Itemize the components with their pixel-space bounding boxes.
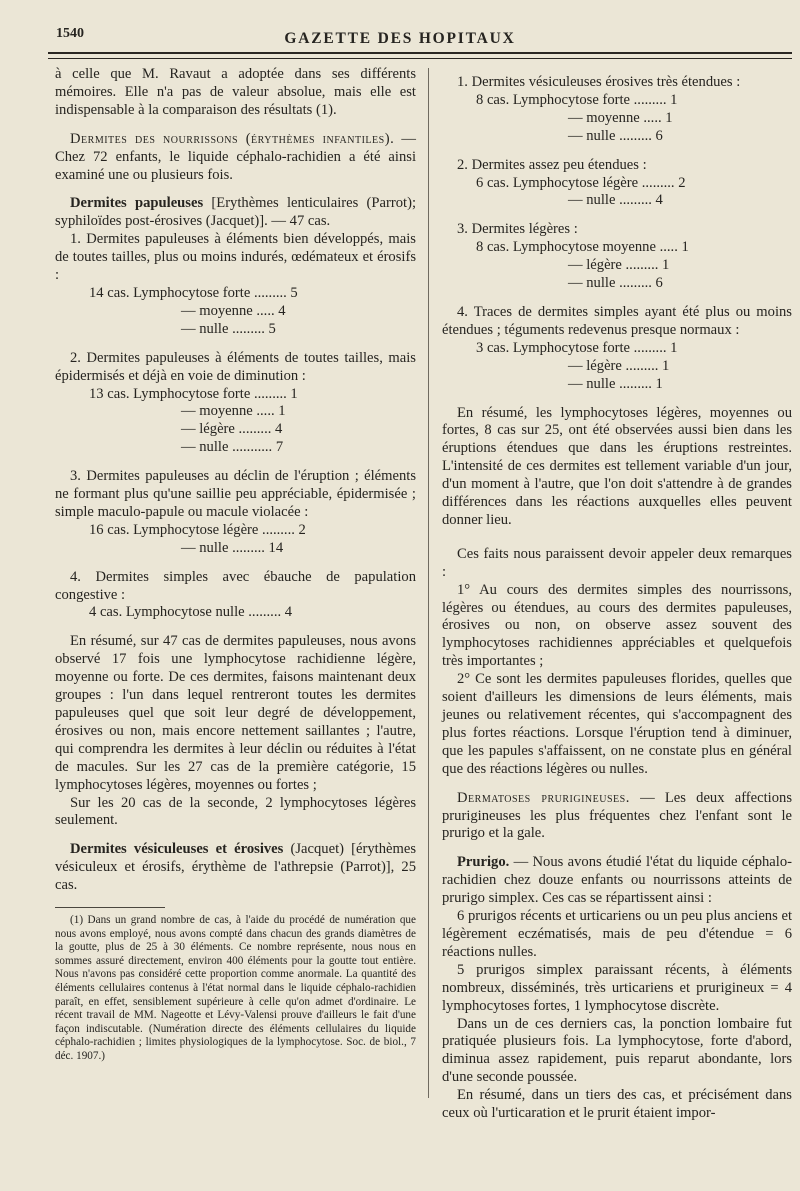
stat-block: [55, 285, 416, 339]
stat-line: — légère ......... 1: [568, 357, 670, 374]
stat-block: [442, 175, 792, 211]
paragraph: 6 prurigos récents et urticariens ou un peu plus anciens et légèrement eczématisés, mais de peu d'étendue = 6 réactions nulles.: [442, 908, 792, 960]
paragraph: Sur les 20 cas de la seconde, 2 lymphocytoses légères seulement.: [55, 794, 416, 829]
paragraph: 3. Dermites papuleuses au déclin de l'éruption ; éléments ne formant plus qu'une saillie peu appréciable, épidermisée ; simple maculo-papule ou macule violacée :: [55, 468, 416, 520]
section-heading-label: Dermites papuleuses: [70, 195, 204, 212]
paragraph: En résumé, dans un tiers des cas, et précisément dans ceux où l'urticaration et le prurit étaient impor-: [442, 1087, 792, 1122]
paragraph-text: — Les deux affections prurigineuses les plus fréquentes chez l'enfant sont le prurigo et la gale.: [442, 789, 792, 842]
stat-line: 16 cas. Lymphocytose légère ......... 2: [89, 521, 306, 538]
header-rule-thick: [48, 52, 792, 54]
stat-line: 8 cas. Lymphocytose forte ......... 1: [476, 91, 678, 108]
stat-block: [55, 604, 416, 622]
stat-line: — nulle ......... 6: [568, 275, 663, 292]
paragraph-text: — Chez 72 enfants, le liquide céphalo-rachidien a été ainsi examiné une ou plusieurs fois.: [55, 130, 416, 183]
paragraph: 4. Dermites simples avec ébauche de papulation congestive :: [55, 568, 416, 603]
stat-line: 3 cas. Lymphocytose forte ......... 1: [476, 339, 678, 356]
stat-line: — nulle ......... 5: [181, 320, 276, 337]
paragraph: Ces faits nous paraissent devoir appeler deux remarques :: [442, 545, 792, 580]
paragraph: 2° Ce sont les dermites papuleuses florides, quelles que soient d'ailleurs les dimensions de leurs éléments, mais jeunes ou relativement récentes, qui s'accompagnent des plus fortes réactions. Lorsque l'éruption tend à diminuer, que les papules s'affaissent, on ne constate plus en général que des réactions légères ou nulles.: [442, 671, 792, 777]
stat-line: 8 cas. Lymphocytose moyenne ..... 1: [476, 239, 689, 256]
stat-line: — nulle ......... 6: [568, 127, 663, 144]
paragraph: 2. Dermites assez peu étendues :: [457, 156, 647, 173]
right-column: [442, 74, 792, 1123]
section-heading-label: Dermites des nourrissons (érythèmes infantiles).: [70, 130, 395, 147]
stat-block: [442, 340, 792, 394]
stat-line: — moyenne ..... 4: [181, 302, 286, 319]
paragraph: 4. Traces de dermites simples ayant été plus ou moins étendues ; téguments redevenus presque normaux :: [442, 303, 792, 338]
stat-line: 4 cas. Lymphocytose nulle ......... 4: [89, 604, 293, 621]
section-heading-dermites-nourrissons: [55, 131, 416, 185]
journal-title: GAZETTE DES HOPITAUX: [284, 30, 516, 47]
paragraph: 3. Dermites légères :: [457, 221, 578, 238]
paragraph: 1. Dermites vésiculeuses érosives très étendues :: [457, 74, 741, 90]
paragraph: 2. Dermites papuleuses à éléments de toutes tailles, mais épidermisés et déjà en voie de diminution :: [55, 349, 416, 384]
paragraph: 1. Dermites papuleuses à éléments bien développés, mais de toutes tailles, plus ou moins indurés, œdémateux et érosifs :: [55, 231, 416, 284]
paragraph: En résumé, sur 47 cas de dermites papuleuses, nous avons observé 17 fois une lymphocytose rachidienne légère, moyenne ou forte. De ces dermites, faisons maintenant deux groupes : l'un dans lequel rentreront toutes les dermites papuleuses quel que soit leur degré de développement, érosives ou non, mais encore nettement saillantes ; l'autre, qui comprendra les dermites à leur déclin ou réduites à l'état de macules. Sur les 27 cas de la première catégorie, 15 lymphocytoses légères, moyennes ou fortes ;: [55, 633, 416, 793]
column-divider: [428, 68, 429, 1098]
stat-line: 13 cas. Lymphocytose forte ......... 1: [89, 385, 298, 402]
stat-line: — nulle ........... 7: [181, 439, 284, 456]
stat-block: [442, 239, 792, 293]
stat-block: [55, 386, 416, 458]
section-heading-label: Dermatoses prurigineuses.: [457, 789, 630, 806]
header-rule-thin: [48, 58, 792, 59]
stat-line: — légère ......... 1: [568, 257, 670, 274]
paragraph-text: — Nous avons étudié l'état du liquide céphalo-rachidien chez douze enfants ou nourrissons atteints de prurigo simplex. Ces cas se répartissent ainsi :: [442, 854, 792, 907]
section-heading-dermites-vesiculeuses: [55, 841, 416, 895]
footnote-rule: [55, 907, 165, 908]
paragraph: Dans un de ces derniers cas, la ponction lombaire fut pratiquée plusieurs fois. La lymphocytose, forte d'abord, diminua assez rapidement, puis reparut abondante, lors d'une seconde poussée.: [442, 1015, 792, 1086]
stat-line: 14 cas. Lymphocytose forte ......... 5: [89, 284, 298, 301]
stat-line: — moyenne ..... 1: [181, 403, 286, 420]
stat-line: 6 cas. Lymphocytose légère ......... 2: [476, 174, 686, 191]
section-heading-prurigo: [442, 854, 792, 908]
section-heading-dermites-papuleuses: [55, 195, 416, 231]
paragraph: à celle que M. Ravaut a adoptée dans ses différents mémoires. Elle n'a pas de valeur absolue, mais elle est indispensable à la comparaison des résultats (1).: [55, 66, 416, 118]
stat-line: — nulle ......... 4: [568, 192, 663, 209]
section-heading-dermatoses-prurigineuses: [442, 790, 792, 844]
paragraph: 5 prurigos simplex paraissant récents, à éléments nombreux, disséminés, très urticariens et prurigineux = 4 lymphocytoses fortes, 1 lymphocytose discrète.: [442, 961, 792, 1014]
stat-block: [442, 92, 792, 146]
left-column: [55, 66, 416, 1064]
stat-line: — nulle ......... 1: [568, 375, 663, 392]
stat-line: — nulle ......... 14: [181, 539, 284, 556]
paragraph: En résumé, les lymphocytoses légères, moyennes ou fortes, 8 cas sur 25, ont été observées aussi bien dans les éruptions étendues que dans les éruptions restreintes. L'intensité de ces dermites est tellement variable d'un jour, d'un moment à l'autre, que l'on doit s'attendre à de grandes différences dans les réactions auxquelles elles peuvent donner lieu.: [442, 404, 792, 528]
section-heading-label: Dermites vésiculeuses et érosives: [70, 841, 284, 858]
stat-line: — légère ......... 4: [181, 421, 283, 438]
stat-line: — moyenne ..... 1: [568, 109, 673, 126]
paragraph-text: [Erythèmes lenticulaires (Parrot); syphiloïdes post-érosives (Jacquet)]. — 47 cas.: [55, 195, 416, 230]
section-heading-label: Prurigo.: [457, 854, 510, 871]
paragraph: 1° Au cours des dermites simples des nourrissons, légères ou étendues, au cours des dermites papuleuses, érosives ou non, on observe assez souvent des lymphocytoses rachidiennes appréciables et quelquefois très importantes ;: [442, 581, 792, 670]
stat-block: [55, 522, 416, 558]
page-number: 1540: [56, 26, 84, 41]
footnote: (1) Dans un grand nombre de cas, à l'aide du procédé de numération que nous avons employé, nous avons compté dans chacun des grands diamètres de la goutte, plus de 25 à 30 éléments. Ce nombre représente, nous nous en sommes assuré directement, environ 400 éléments pour la goutte tout entière. Nous n'avons pas considéré cette proportion comme anormale. La quantité des éléments cellulaires contenus à l'état normal dans le liquide céphalo-rachidien paraît, en effet, sensiblement supérieure à celle qu'on admet d'ordinaire. Le récent travail de MM. Nageotte et Lévy-Valensi prouve d'ailleurs le fait d'une façon indiscutable. (Numération directe des éléments cellulaires du liquide céphalo-rachidien ; limites physiologiques de la lymphocytose. Soc. de biol., 7 déc. 1907.): [55, 914, 416, 1062]
paragraph-text: (Jacquet) [érythèmes vésiculeux et érosifs, érythème de l'athrepsie (Parrot)], 25 cas.: [55, 841, 416, 894]
